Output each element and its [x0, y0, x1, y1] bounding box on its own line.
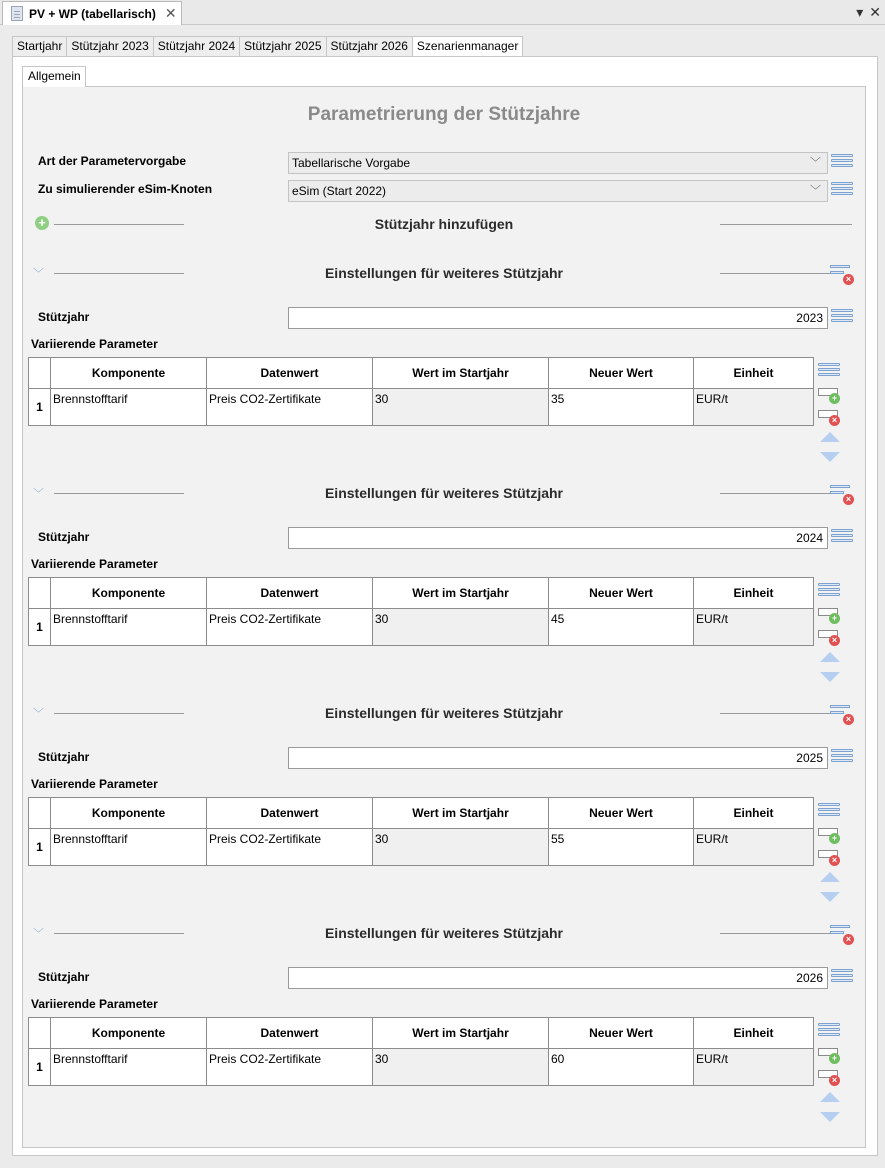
- cell-wert-startjahr: 30: [373, 1049, 549, 1086]
- cell-wert-startjahr: 30: [373, 829, 549, 866]
- add-row-icon[interactable]: +: [818, 1046, 842, 1064]
- knoten-select-value: eSim (Start 2022): [292, 184, 387, 198]
- cell-einheit: EUR/t: [694, 829, 814, 866]
- table-actions: [818, 363, 844, 462]
- editor-tab-bar: [0, 0, 885, 25]
- add-row-icon[interactable]: +: [818, 386, 842, 404]
- stuetzjahr-label: Stützjahr: [38, 970, 90, 984]
- column-header[interactable]: Wert im Startjahr: [373, 358, 549, 389]
- column-header[interactable]: Neuer Wert: [549, 578, 694, 609]
- section-title: Einstellungen für weiteres Stützjahr: [324, 705, 564, 721]
- cell-einheit: EUR/t: [694, 389, 814, 426]
- tab-startjahr[interactable]: Startjahr: [12, 36, 66, 57]
- cell-datenwert[interactable]: Preis CO2-Zertifikate: [207, 609, 373, 646]
- document-icon: [11, 6, 23, 21]
- move-up-icon[interactable]: [820, 1092, 840, 1102]
- list-menu-icon[interactable]: [818, 363, 840, 380]
- art-select-value: Tabellarische Vorgabe: [292, 156, 411, 170]
- move-down-icon[interactable]: [820, 452, 840, 462]
- delete-row-icon[interactable]: ×: [818, 628, 842, 646]
- list-menu-icon[interactable]: [831, 749, 853, 766]
- cell-komponente[interactable]: Brennstofftarif: [51, 389, 207, 426]
- cell-komponente[interactable]: Brennstofftarif: [51, 609, 207, 646]
- cell-neuer-wert[interactable]: 35: [549, 389, 694, 426]
- cell-komponente[interactable]: Brennstofftarif: [51, 1049, 207, 1086]
- column-header[interactable]: Einheit: [694, 578, 814, 609]
- column-header[interactable]: Datenwert: [207, 798, 373, 829]
- close-icon[interactable]: ✕: [869, 4, 881, 20]
- add-section-title: Stützjahr hinzufügen: [374, 216, 514, 232]
- tab-stuetzjahr-2023[interactable]: Stützjahr 2023: [66, 36, 152, 57]
- list-menu-icon[interactable]: [818, 803, 840, 820]
- main-tab-strip: [12, 36, 523, 57]
- parameter-table: [28, 797, 814, 866]
- column-header[interactable]: Datenwert: [207, 578, 373, 609]
- cell-neuer-wert[interactable]: 55: [549, 829, 694, 866]
- column-header[interactable]: Neuer Wert: [549, 1018, 694, 1049]
- art-label: Art der Parametervorgabe: [38, 154, 187, 168]
- column-header[interactable]: Wert im Startjahr: [373, 798, 549, 829]
- add-row-icon[interactable]: +: [818, 826, 842, 844]
- table-header-row: [29, 798, 814, 829]
- table-actions: [818, 1023, 844, 1122]
- column-header[interactable]: Komponente: [51, 578, 207, 609]
- add-stuetzjahr-icon[interactable]: +: [35, 216, 49, 230]
- stuetzjahr-label: Stützjahr: [38, 750, 90, 764]
- list-menu-icon[interactable]: [831, 182, 853, 199]
- table-actions: [818, 583, 844, 682]
- move-up-icon[interactable]: [820, 872, 840, 882]
- cell-wert-startjahr: 30: [373, 389, 549, 426]
- column-header[interactable]: Neuer Wert: [549, 358, 694, 389]
- list-menu-icon[interactable]: [831, 309, 853, 326]
- cell-komponente[interactable]: Brennstofftarif: [51, 829, 207, 866]
- column-header[interactable]: Datenwert: [207, 1018, 373, 1049]
- move-down-icon[interactable]: [820, 1112, 840, 1122]
- chevron-down-icon: ﹀: [810, 157, 821, 169]
- delete-row-icon[interactable]: ×: [818, 848, 842, 866]
- knoten-label: Zu simulierender eSim-Knoten: [38, 182, 213, 196]
- table-corner: [29, 798, 51, 829]
- section-title: Einstellungen für weiteres Stützjahr: [324, 265, 564, 281]
- move-down-icon[interactable]: [820, 892, 840, 902]
- parameter-table: [28, 357, 814, 426]
- editor-tab-title: PV + WP (tabellarisch): [29, 6, 156, 21]
- divider: [720, 933, 830, 934]
- divider: [720, 713, 830, 714]
- divider: [720, 224, 852, 225]
- column-header[interactable]: Komponente: [51, 1018, 207, 1049]
- delete-row-icon[interactable]: ×: [818, 408, 842, 426]
- divider: [720, 273, 830, 274]
- stuetzjahr-input[interactable]: 2024: [288, 527, 828, 549]
- variierende-parameter-label: Variierende Parameter: [31, 777, 158, 791]
- list-menu-icon[interactable]: [818, 583, 840, 600]
- row-number: 1: [29, 829, 51, 866]
- table-corner: [29, 1018, 51, 1049]
- cell-einheit: EUR/t: [694, 609, 814, 646]
- column-header[interactable]: Neuer Wert: [549, 798, 694, 829]
- table-row[interactable]: [29, 1049, 814, 1086]
- variierende-parameter-label: Variierende Parameter: [31, 557, 158, 571]
- row-number: 1: [29, 389, 51, 426]
- section-title: Einstellungen für weiteres Stützjahr: [324, 485, 564, 501]
- cell-datenwert[interactable]: Preis CO2-Zertifikate: [207, 389, 373, 426]
- cell-einheit: EUR/t: [694, 1049, 814, 1086]
- remove-stuetzjahr-icon[interactable]: ×: [830, 485, 854, 505]
- column-header[interactable]: Wert im Startjahr: [373, 578, 549, 609]
- cell-datenwert[interactable]: Preis CO2-Zertifikate: [207, 829, 373, 866]
- stuetzjahr-input[interactable]: 2025: [288, 747, 828, 769]
- row-number: 1: [29, 609, 51, 646]
- list-menu-icon[interactable]: [831, 529, 853, 546]
- list-menu-icon[interactable]: [831, 969, 853, 986]
- table-header-row: [29, 1018, 814, 1049]
- page-title: Parametrierung der Stützjahre: [307, 104, 581, 125]
- tab-szenarienmanager[interactable]: Szenarienmanager: [412, 36, 523, 58]
- delete-row-icon[interactable]: ×: [818, 1068, 842, 1086]
- tab-stuetzjahr-2026[interactable]: Stützjahr 2026: [326, 36, 412, 57]
- collapse-chevron-icon[interactable]: ﹀: [33, 708, 44, 720]
- divider: [720, 493, 830, 494]
- remove-stuetzjahr-icon[interactable]: ×: [830, 705, 854, 725]
- list-menu-icon[interactable]: [831, 154, 853, 171]
- chevron-down-icon: ﹀: [810, 185, 821, 197]
- move-down-icon[interactable]: [820, 672, 840, 682]
- stuetzjahr-label: Stützjahr: [38, 310, 90, 324]
- art-select[interactable]: [288, 152, 828, 174]
- column-header[interactable]: Einheit: [694, 798, 814, 829]
- parameter-table: [28, 577, 814, 646]
- row-number: 1: [29, 1049, 51, 1086]
- stuetzjahr-input[interactable]: 2023: [288, 307, 828, 329]
- knoten-select[interactable]: [288, 180, 828, 202]
- variierende-parameter-label: Variierende Parameter: [31, 337, 158, 351]
- column-header[interactable]: Einheit: [694, 358, 814, 389]
- table-header-row: [29, 358, 814, 389]
- list-menu-icon[interactable]: [818, 1023, 840, 1040]
- column-header[interactable]: Wert im Startjahr: [373, 1018, 549, 1049]
- table-corner: [29, 358, 51, 389]
- table-actions: [818, 803, 844, 902]
- cell-datenwert[interactable]: Preis CO2-Zertifikate: [207, 1049, 373, 1086]
- tab-stuetzjahr-2025[interactable]: Stützjahr 2025: [239, 36, 325, 57]
- collapse-chevron-icon[interactable]: ﹀: [33, 928, 44, 940]
- column-header[interactable]: Komponente: [51, 358, 207, 389]
- variierende-parameter-label: Variierende Parameter: [31, 997, 158, 1011]
- column-header[interactable]: Datenwert: [207, 358, 373, 389]
- move-up-icon[interactable]: [820, 652, 840, 662]
- cell-wert-startjahr: 30: [373, 609, 549, 646]
- table-header-row: [29, 578, 814, 609]
- editor-tab[interactable]: [2, 1, 182, 25]
- close-tab-icon[interactable]: ✕: [164, 5, 177, 21]
- parameter-table: [28, 1017, 814, 1086]
- move-up-icon[interactable]: [820, 432, 840, 442]
- section-title: Einstellungen für weiteres Stützjahr: [324, 925, 564, 941]
- window-controls: [856, 4, 881, 21]
- remove-stuetzjahr-icon[interactable]: ×: [830, 265, 854, 285]
- collapse-chevron-icon[interactable]: ﹀: [33, 268, 44, 280]
- stuetzjahr-label: Stützjahr: [38, 530, 90, 544]
- tab-stuetzjahr-2024[interactable]: Stützjahr 2024: [153, 36, 239, 57]
- tab-allgemein[interactable]: Allgemein: [22, 66, 86, 87]
- view-menu-icon[interactable]: ▾: [856, 4, 864, 20]
- cell-neuer-wert[interactable]: 60: [549, 1049, 694, 1086]
- table-row[interactable]: [29, 389, 814, 426]
- column-header[interactable]: Komponente: [51, 798, 207, 829]
- add-row-icon[interactable]: +: [818, 606, 842, 624]
- stuetzjahr-input[interactable]: 2026: [288, 967, 828, 989]
- collapse-chevron-icon[interactable]: ﹀: [33, 488, 44, 500]
- cell-neuer-wert[interactable]: 45: [549, 609, 694, 646]
- table-row[interactable]: [29, 609, 814, 646]
- remove-stuetzjahr-icon[interactable]: ×: [830, 925, 854, 945]
- table-corner: [29, 578, 51, 609]
- column-header[interactable]: Einheit: [694, 1018, 814, 1049]
- table-row[interactable]: [29, 829, 814, 866]
